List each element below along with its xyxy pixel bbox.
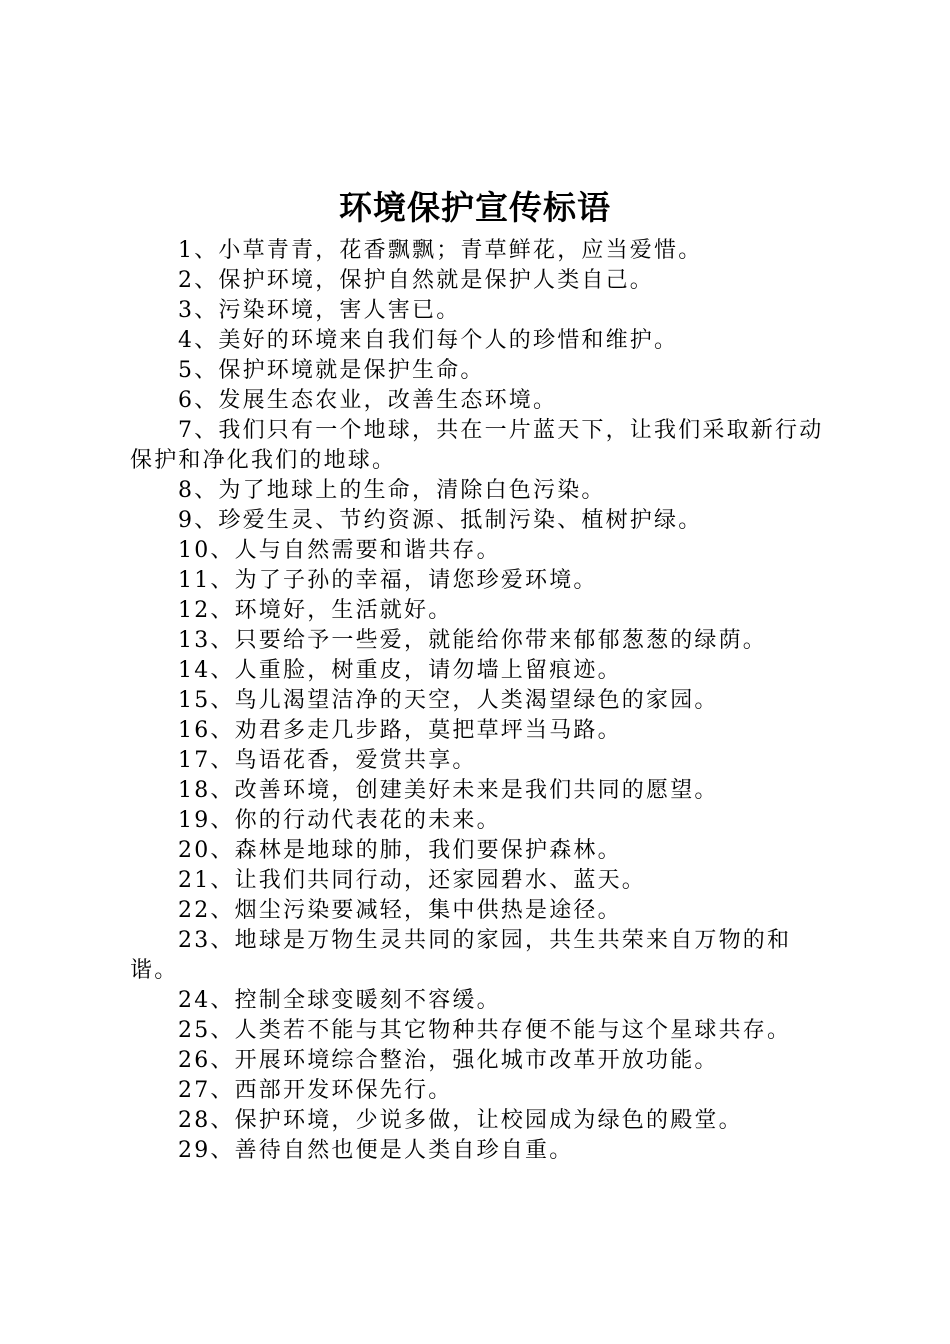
slogan-item: 25、人类若不能与其它物种共存便不能与这个星球共存。 [178, 1018, 792, 1043]
slogan-item: 26、开展环境综合整治，强化城市改革开放功能。 [178, 1048, 719, 1073]
slogan-item: 20、森林是地球的肺，我们要保护森林。 [178, 838, 622, 863]
slogan-item: 24、控制全球变暖刻不容缓。 [178, 988, 501, 1013]
slogan-item: 6、发展生态农业，改善生态环境。 [178, 388, 558, 413]
slogan-item: 22、烟尘污染要减轻，集中供热是途径。 [178, 898, 622, 923]
slogan-item: 18、改善环境，创建美好未来是我们共同的愿望。 [178, 778, 719, 803]
document-title: 环境保护宣传标语 [339, 188, 611, 227]
slogan-item: 4、美好的环境来自我们每个人的珍惜和维护。 [178, 328, 679, 353]
slogan-item: 9、珍爱生灵、节约资源、抵制污染、植树护绿。 [178, 508, 703, 533]
slogan-item: 19、你的行动代表花的未来。 [178, 808, 501, 833]
slogan-item: 23、地球是万物生灵共同的家园，共生共荣来自万物的和谐。 [130, 928, 792, 983]
slogan-item: 5、保护环境就是保护生命。 [178, 358, 485, 383]
slogan-item: 3、污染环境，害人害已。 [178, 298, 461, 323]
slogan-item: 7、我们只有一个地球，共在一片蓝天下，让我们采取新行动保护和净化我们的地球。 [130, 418, 824, 473]
slogan-item: 21、让我们共同行动，还家园碧水、蓝天。 [178, 868, 646, 893]
slogan-item: 15、鸟儿渴望洁净的天空，人类渴望绿色的家园。 [178, 688, 719, 713]
slogan-item: 28、保护环境，少说多做，让校园成为绿色的殿堂。 [178, 1108, 743, 1133]
slogan-item: 14、人重脸，树重皮，请勿墙上留痕迹。 [178, 658, 622, 683]
slogan-item: 11、为了子孙的幸福，请您珍爱环境。 [178, 568, 598, 593]
slogan-item: 17、鸟语花香，爱赏共享。 [178, 748, 477, 773]
slogan-item: 1、小草青青，花香飘飘；青草鲜花，应当爱惜。 [178, 238, 703, 263]
slogan-list [130, 236, 836, 1166]
slogan-item: 16、劝君多走几步路，莫把草坪当马路。 [178, 718, 622, 743]
slogan-item: 27、西部开发环保先行。 [178, 1078, 453, 1103]
slogan-item: 13、只要给予一些爱，就能给你带来郁郁葱葱的绿荫。 [178, 628, 767, 653]
slogan-item: 10、人与自然需要和谐共存。 [178, 538, 501, 563]
slogan-item: 8、为了地球上的生命，清除白色污染。 [178, 478, 606, 503]
slogan-item: 29、善待自然也便是人类自珍自重。 [178, 1138, 574, 1163]
slogan-item: 2、保护环境，保护自然就是保护人类自己。 [178, 268, 654, 293]
slogan-item: 12、环境好，生活就好。 [178, 598, 453, 623]
